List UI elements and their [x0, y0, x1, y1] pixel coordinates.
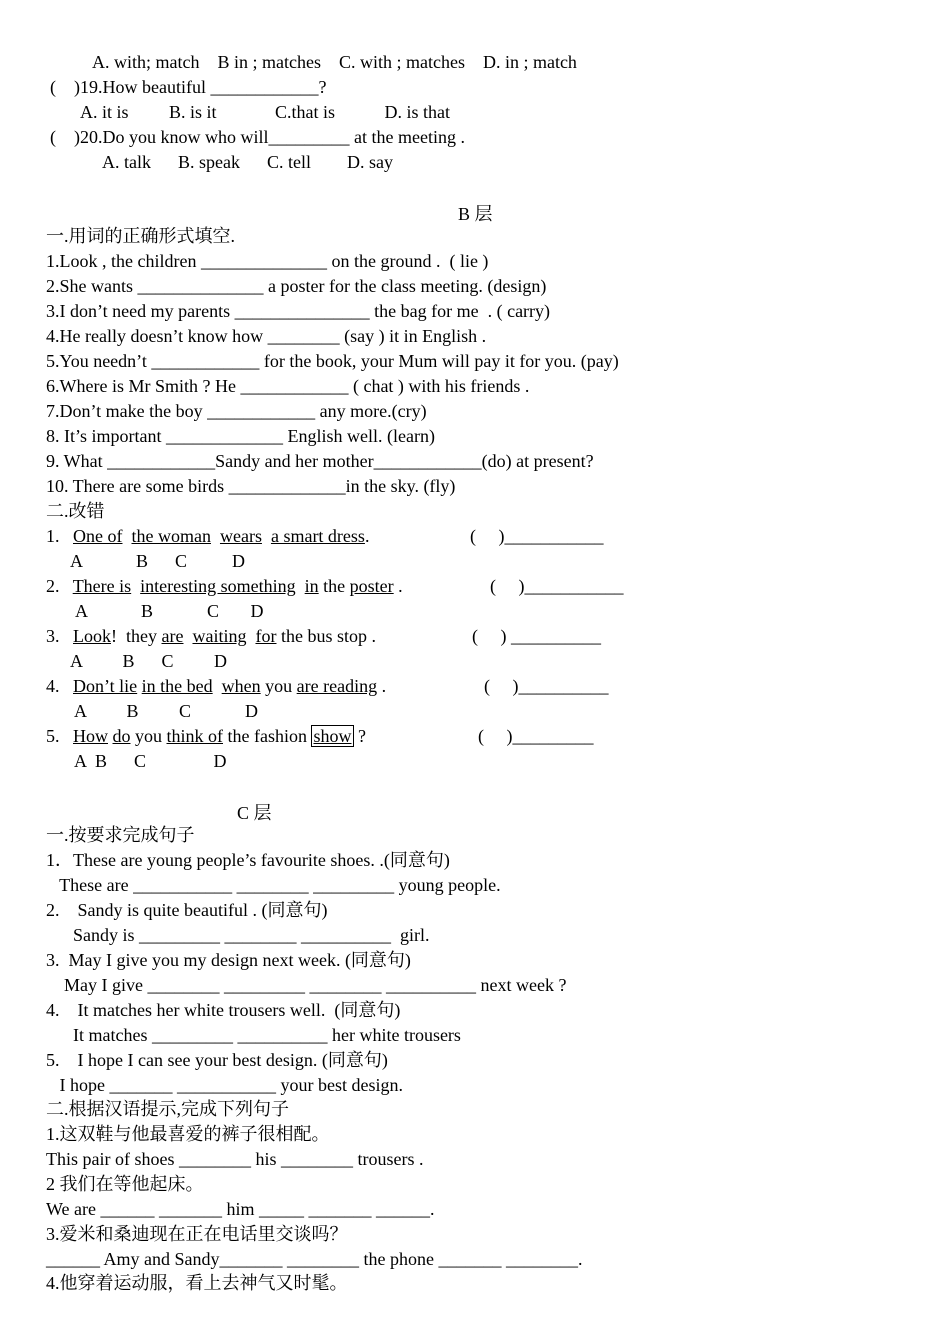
- c2-line-7: 4.他穿着运动服，看上去神气又时髦。: [46, 1273, 348, 1293]
- ec-part-a: Look: [73, 626, 111, 646]
- c2-line-5: 3.爱米和桑迪现在正在电话里交谈吗？: [46, 1224, 348, 1244]
- b1-item-10: 10. There are some birds _____________in the sky. (fly): [46, 476, 456, 496]
- ec-part-b: interesting something: [140, 576, 296, 596]
- b1-item-5: 5.You needn’t ____________ for the book, your Mum will pay it for you. (pay): [46, 351, 619, 371]
- ec-item-2: 2. There is interesting something in the poster .: [46, 576, 403, 596]
- b1-item-9: 9. What ____________Sandy and her mother____________(do) at present?: [46, 451, 594, 471]
- b1-item-7: 7.Don’t make the boy ____________ any more.(cry): [46, 401, 427, 421]
- ec-answer-3: ( ) __________: [472, 626, 601, 646]
- ec-answer-4: ( )__________: [484, 676, 609, 696]
- ec-part-d: are reading: [296, 676, 378, 696]
- ec-part-b: the woman: [131, 526, 211, 546]
- ec-part-c: when: [221, 676, 261, 696]
- c1-line-9: 5. I hope I can see your best design. (同意句): [46, 1050, 388, 1070]
- ec-num: 1.: [46, 526, 60, 546]
- section-c-title: C 层: [237, 803, 272, 823]
- ec-part-c: think of: [166, 726, 223, 746]
- ec-part-a: How: [73, 726, 108, 746]
- b1-item-1: 1.Look , the children ______________ on the ground . ( lie ): [46, 251, 489, 271]
- ec-item-4: 4. Don’t lie in the bed when you are reading .: [46, 676, 387, 696]
- c1-line-6: May I give ________ _________ ________ __________ next week ?: [46, 975, 567, 995]
- ec-num: 2.: [46, 576, 60, 596]
- b1-item-2: 2.She wants ______________ a poster for the class meeting. (design): [46, 276, 547, 296]
- ec-num: 3.: [46, 626, 60, 646]
- ec-part-a: One of: [73, 526, 123, 546]
- ec-num: 5.: [46, 726, 60, 746]
- section-c-part1-title: 一.按要求完成句子: [46, 825, 195, 845]
- ec-letters-5: A B C D: [74, 751, 227, 771]
- q20-stem: ( )20.Do you know who will_________ at the meeting .: [50, 127, 465, 147]
- c2-line-4: We are ______ _______ him _____ _______ ______.: [46, 1199, 435, 1219]
- q18-options: A. with; match B in ; matches C. with ; matches D. in ; match: [92, 52, 577, 72]
- section-b-title: B 层: [458, 204, 493, 224]
- section-b-part1-title: 一.用词的正确形式填空.: [46, 226, 235, 246]
- c1-line-8: It matches _________ __________ her white trousers: [46, 1025, 461, 1045]
- c2-line-3: 2 我们在等他起床。: [46, 1174, 204, 1194]
- ec-num: 4.: [46, 676, 60, 696]
- ec-part-c: in: [304, 576, 319, 596]
- ec-part-d: for: [255, 626, 277, 646]
- ec-letters-2: A B C D: [75, 601, 264, 621]
- ec-part-b: in the bed: [141, 676, 213, 696]
- c1-line-1: 1．These are young people’s favourite shoes. .(同意句): [46, 850, 450, 870]
- c2-line-1: 1.这双鞋与他最喜爱的裤子很相配。: [46, 1124, 330, 1144]
- ec-answer-1: ( )___________: [470, 526, 604, 546]
- ec-part-b: are: [161, 626, 184, 646]
- ec-part-d: a smart dress: [270, 526, 365, 546]
- b1-item-4: 4.He really doesn’t know how ________ (say ) it in English .: [46, 326, 487, 346]
- c1-line-7: 4. It matches her white trousers well. (同意句): [46, 1000, 401, 1020]
- ec-answer-2: ( )___________: [490, 576, 624, 596]
- ec-item-1: 1. One of the woman wears a smart dress.: [46, 526, 370, 546]
- ec-part-a: Don’t lie: [73, 676, 138, 696]
- c1-line-4: Sandy is _________ ________ __________ girl.: [46, 925, 430, 945]
- c1-line-2: These are ___________ ________ _________ young people.: [46, 875, 501, 895]
- ec-part-b: do: [112, 726, 131, 746]
- ec-part-c: waiting: [192, 626, 247, 646]
- ec-letters-4: A B C D: [74, 701, 259, 721]
- ec-part-a: There is: [72, 576, 132, 596]
- q19-options: A. it is B. is it C.that is D. is that: [80, 102, 451, 122]
- ec-item-5: 5. How do you think of the fashion show ?: [46, 726, 366, 746]
- ec-letters-1: A B C D: [70, 551, 246, 571]
- b1-item-6: 6.Where is Mr Smith ? He ____________ ( chat ) with his friends .: [46, 376, 530, 396]
- ec-item-3: 3. Look! they are waiting for the bus stop .: [46, 626, 376, 646]
- c1-line-5: 3. May I give you my design next week. (同意句): [46, 950, 411, 970]
- ec-part-d: poster: [349, 576, 394, 596]
- ec-answer-5: ( )_________: [478, 726, 594, 746]
- ec-part-d: show: [313, 726, 352, 746]
- section-c-part2-title: 二.根据汉语提示,完成下列句子: [46, 1099, 289, 1119]
- c2-line-2: This pair of shoes ________ his ________ trousers .: [46, 1149, 424, 1169]
- c1-line-3: 2. Sandy is quite beautiful . (同意句): [46, 900, 328, 920]
- c2-line-6: ______ Amy and Sandy_______ ________ the phone _______ ________.: [46, 1249, 583, 1269]
- q20-options: A. talk B. speak C. tell D. say: [102, 152, 393, 172]
- ec-letters-3: A B C D: [70, 651, 228, 671]
- b1-item-8: 8. It’s important _____________ English well. (learn): [46, 426, 435, 446]
- section-b-part2-title: 二.改错: [46, 501, 105, 521]
- b1-item-3: 3.I don’t need my parents _______________ the bag for me . ( carry): [46, 301, 551, 321]
- ec-part-c: wears: [219, 526, 262, 546]
- c1-line-10: I hope _______ ___________ your best design.: [46, 1075, 403, 1095]
- q19-stem: ( )19.How beautiful ____________?: [50, 77, 327, 97]
